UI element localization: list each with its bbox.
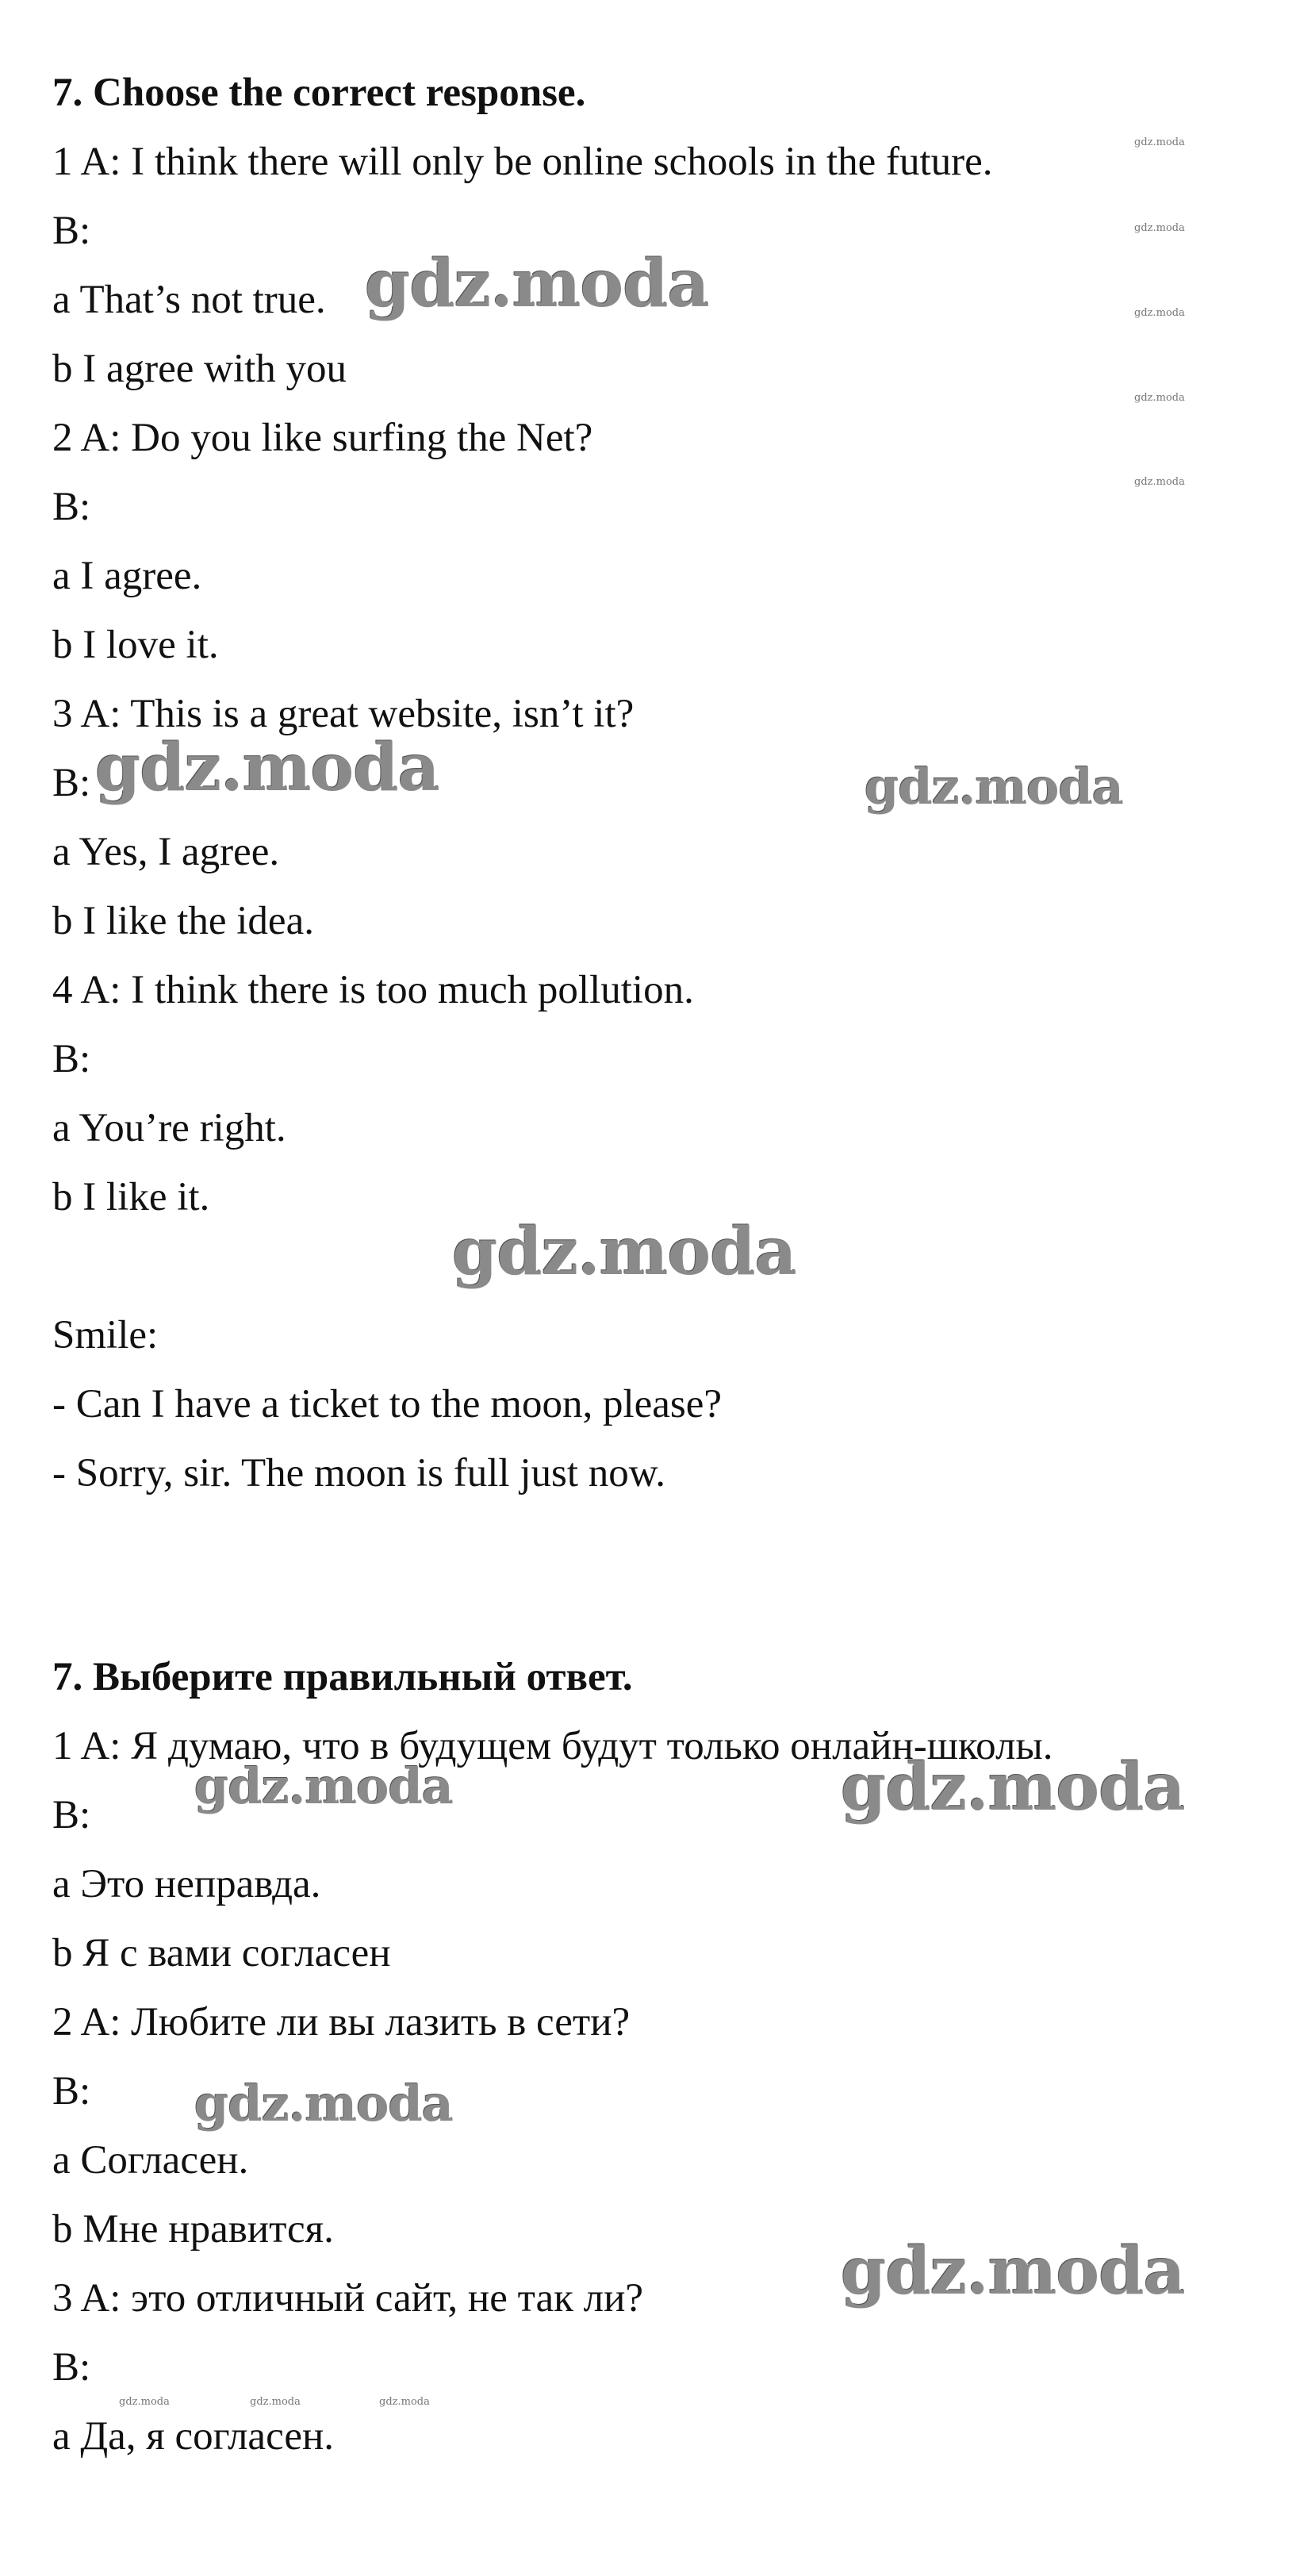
en-q1-prompt: 1 A: I think there will only be online schools in the future. <box>52 140 993 184</box>
ru-q2-option-a: a Согласен. <box>52 2138 249 2182</box>
watermark: gdz.moda <box>1134 307 1185 319</box>
ru-q1-option-a: a Это неправда. <box>52 1862 321 1906</box>
ru-q3-prompt: 3 A: это отличный сайт, не так ли? <box>52 2276 644 2321</box>
smile-line-1: - Can I have a ticket to the moon, please? <box>52 1382 723 1426</box>
en-q3-option-b: b I like the idea. <box>52 899 314 943</box>
watermark: gdz.moda <box>1134 222 1185 234</box>
watermark: gdz.moda <box>841 1749 1185 1825</box>
watermark: gdz.moda <box>1134 136 1185 148</box>
en-q4-prompt: 4 A: I think there is too much pollution. <box>52 968 694 1012</box>
smile-line-2: - Sorry, sir. The moon is full just now. <box>52 1451 666 1495</box>
ru-q2-b: B: <box>52 2069 91 2113</box>
en-q1-option-a: a That’s not true. <box>52 278 326 322</box>
watermark: gdz.moda <box>379 2396 430 2408</box>
english-heading: 7. Choose the correct response. <box>52 71 586 115</box>
en-q4-option-b: b I like it. <box>52 1175 210 1219</box>
en-q2-b: B: <box>52 485 91 529</box>
en-q4-option-a: a You’re right. <box>52 1106 286 1150</box>
en-q3-prompt: 3 A: This is a great website, isn’t it? <box>52 692 635 736</box>
watermark: gdz.moda <box>194 1757 453 1815</box>
watermark: gdz.moda <box>841 2233 1185 2309</box>
en-q2-prompt: 2 A: Do you like surfing the Net? <box>52 416 593 460</box>
ru-q3-b: B: <box>52 2345 91 2390</box>
watermark: gdz.moda <box>95 730 439 806</box>
en-q1-option-b: b I agree with you <box>52 347 347 391</box>
en-q2-option-b: b I love it. <box>52 623 219 667</box>
en-q2-option-a: a I agree. <box>52 554 202 598</box>
ru-q2-option-b: b Мне нравится. <box>52 2207 334 2252</box>
smile-label: Smile: <box>52 1313 159 1357</box>
spacer <box>52 1508 1258 1643</box>
ru-q1-option-b: b Я с вами согласен <box>52 1931 391 1975</box>
watermark: gdz.moda <box>1134 476 1185 488</box>
ru-q3-option-a: a Да, я согласен. <box>52 2414 335 2459</box>
russian-heading: 7. Выберите правильный ответ. <box>52 1655 633 1699</box>
en-q1-b: B: <box>52 209 91 253</box>
ru-q1-prompt: 1 A: Я думаю, что в будущем будут только онлайн-школы. <box>52 1724 1053 1768</box>
en-q4-b: B: <box>52 1037 91 1081</box>
en-q3-b: B: <box>52 761 91 805</box>
watermark: gdz.moda <box>119 2396 170 2408</box>
watermark: gdz.moda <box>194 2075 453 2133</box>
watermark: gdz.moda <box>365 246 709 322</box>
watermark: gdz.moda <box>865 758 1123 816</box>
ru-q2-prompt: 2 A: Любите ли вы лазить в сети? <box>52 2000 631 2044</box>
en-q3-option-a: a Yes, I agree. <box>52 830 280 874</box>
watermark: gdz.moda <box>452 1214 796 1290</box>
ru-q1-b: B: <box>52 1793 91 1837</box>
watermark: gdz.moda <box>1134 392 1185 404</box>
watermark: gdz.moda <box>250 2396 301 2408</box>
